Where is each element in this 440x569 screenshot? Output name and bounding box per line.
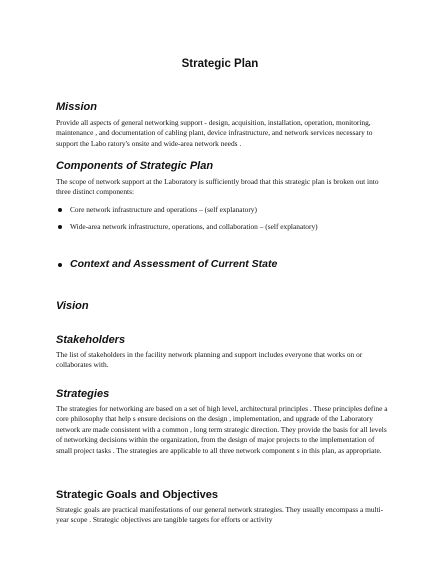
strategies-text: The strategies for networking are based on a set of high level, architectural principles . These principles define a core philosophy that help s ensure decisions on the design , implementation, and upgrade of the Laboratory network are made consistent with a common , long term strategic direction. They provide the basis for all levels of networking decisions within the organization, from the design of major projects to the implementation of small project tasks . The strategies are applicable to all three network component s in this plan, as appropriate. bbox=[56, 404, 388, 455]
strategies-heading: Strategies bbox=[56, 388, 110, 400]
document-title: Strategic Plan bbox=[181, 58, 259, 70]
bullet-dot-icon bbox=[58, 225, 62, 229]
vision-heading: Vision bbox=[56, 300, 89, 312]
stakeholders-heading: Stakeholders bbox=[56, 334, 126, 346]
bullet-text: Wide-area network infrastructure, operations, and collaboration – (self explanatory) bbox=[70, 222, 318, 231]
bullet-dot-icon bbox=[58, 263, 62, 267]
context-heading: Context and Assessment of Current State bbox=[70, 258, 278, 270]
bullet-text: Core network infrastructure and operations – (self explanatory) bbox=[70, 205, 257, 214]
components-text: The scope of network support at the Laboratory is sufficiently broad that this strategic plan is broken out into three distinct components: bbox=[56, 177, 379, 197]
stakeholders-text: The list of stakeholders in the facility network planning and support includes everyone that works on or collaborates with. bbox=[56, 350, 363, 370]
goals-text: Strategic goals are practical manifestations of our general network strategies. They usually encompass a multi-year scope . Strategic objectives are tangible targets for efforts or activity bbox=[56, 505, 384, 525]
bullet-dot-icon bbox=[58, 208, 62, 212]
mission-text: Provide all aspects of general networking support - design, acquisition, installation, operation, monitoring, maintenance , and documentation of cabling plant, device infrastructure, and network services necessary to support the Labo ratory's onsite and wide-area network needs . bbox=[56, 118, 373, 148]
mission-heading: Mission bbox=[56, 101, 97, 113]
goals-heading: Strategic Goals and Objectives bbox=[56, 489, 219, 501]
components-heading: Components of Strategic Plan bbox=[56, 160, 214, 172]
